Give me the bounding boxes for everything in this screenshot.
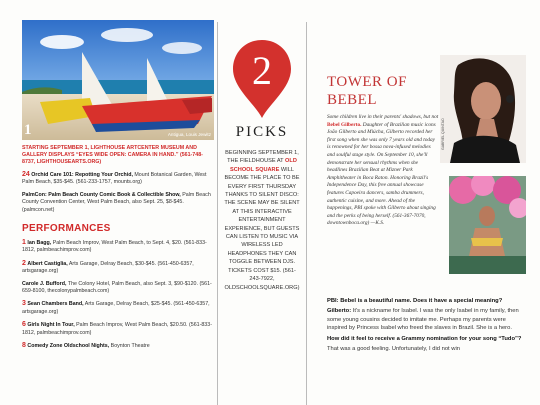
performance-date: 2 <box>22 259 26 267</box>
listing-title: PalmCon: Palm Beach County Comic Book & Collectible Show, <box>22 191 181 198</box>
pin-number: 2 <box>252 48 272 93</box>
intro-highlight: Bebel Gilberto. <box>327 121 362 128</box>
featured-story <box>222 149 302 292</box>
photo-caption: STARTING SEPTEMBER 1, LIGHTHOUSE ARTCENTER MUSEUM AND GALLERY DISPLAYS “EYES WIDE OPEN: CAMERA IN HAND.” (561-748-8737, LIGHTHOUSEARTS.ORG) <box>22 145 203 165</box>
performance-item <box>22 300 214 316</box>
qa-question <box>327 297 526 305</box>
carnival-photo <box>449 176 526 274</box>
answer-label: Gilberto: <box>327 308 352 315</box>
listing-details: Palm Beach County Convention Center, West Palm Beach, also Sept. 25, $8-$45. (palmcon.net) <box>22 191 211 213</box>
performance-item <box>22 260 214 276</box>
story-text: WILL BECOME THE PLACE TO BE EVERY FIRST THURSDAY THANKS TO SILENT DISCO: THE SCENE MAY BE SILENT AT THIS INTERACTIVE ENTERTAINMENT EXPERIENCE, BUT GUESTS CAN LISTEN TO MUSIC VIA WIRELESS LED HEADPHONES THEY CAN TOGGLE BETWEEN DJS. TICKETS COST $15. (561-243-7922, OLDSCHOOLSQUARE.ORG) <box>224 166 300 291</box>
qa-answer <box>327 307 526 332</box>
performance-date: 8 <box>22 342 26 350</box>
question-text: PBI: Bebel is a beautiful name. Does it have a special meaning? <box>327 298 503 304</box>
performance-title: Albert Castiglia, <box>27 260 68 267</box>
listing-item <box>22 192 214 214</box>
map-pin-icon <box>231 38 293 120</box>
middle-column <box>222 20 302 405</box>
listing-item <box>22 171 214 187</box>
qa-question <box>327 335 526 343</box>
listing-details: Mount Botanical Garden, West Palm Beach, $35-$45. (561-233-1757, mounts.org) <box>22 172 207 186</box>
singer-portrait <box>440 55 526 163</box>
answer-text: That was a good feeling. Unfortunately, I did not win <box>327 346 460 353</box>
photo-credit: Antigua, Louis Jewitz <box>167 132 211 137</box>
performance-details: The Colony Hotel, Palm Beach, also Sept. 3, $90-$120. (561-659-8100, thecolonypalmbeach.com) <box>22 280 212 295</box>
performance-title: Girls Night In Tour, <box>27 322 75 329</box>
performance-details: Arts Garage, Delray Beach, $25-$45. (561-450-6357, artsgarage.org) <box>22 301 210 315</box>
answer-text: It's a nickname for Isabel. I was the only Isabel in my family, then some young cousins decided to imitate me. Perhaps my parents were inspired by Princess Isabel who freed the slaves in Brazil. She is a hero. <box>327 308 519 332</box>
right-column <box>312 52 526 405</box>
performance-title: Comedy Zone Oldschool Nights, <box>27 343 110 350</box>
listing-date: 24 <box>22 171 30 178</box>
story-text: BEGINNING SEPTEMBER 1, THE FIELDHOUSE AT <box>225 150 299 165</box>
story-highlight: OLD SCHOOL SQUARE <box>230 158 297 173</box>
article-intro <box>327 114 439 228</box>
boats-illustration <box>22 20 214 140</box>
article-kicker: TOWER OF <box>327 74 407 90</box>
intro-text: Daughter of Brazilian music icons João Gilberto and Miúcha, Gilberto recorded her first song when she was only 7 years old and today is renowned for her bossa nova-infused melodies and soulful stage style. On September 10, she'll demonstrate her sensual rhythms when she headlines Brazilian Beat at Mizner Park Amphitheater in Boca Raton. Honoring Brazil's Independence Day, this free annual showcase features Capoeira dancers, samba drummers, authentic cuisine, and more. Ahead of the happenings, PBI spoke with Gilberto about singing and the perks of being herself. (561-367-7070, downtownboca.org) —K.S. <box>327 121 436 227</box>
performance-date: 3 <box>22 300 26 308</box>
boats-photo <box>22 20 214 140</box>
left-column <box>22 20 214 405</box>
column-divider <box>306 22 307 405</box>
question-text: How did it feel to receive a Grammy nomination for your song “Tudo”? <box>327 335 522 342</box>
listing-title: Orchid Care 101: Repotting Your Orchid, <box>31 172 133 178</box>
intro-text: Some children live in their parents' shadows, but not <box>327 114 439 120</box>
performance-details: Boynton Theatre <box>109 343 150 350</box>
photo-number: 1 <box>24 122 32 138</box>
photo-credit: GABRIEL QUINTAO <box>441 118 445 150</box>
column-divider <box>217 22 218 405</box>
article-headline: BEBEL <box>327 92 377 108</box>
performance-title: Ian Bagg, <box>27 240 52 247</box>
performance-details: Arts Garage, Delray Beach, $30-$45. (561-450-6357, artsgarage.org) <box>22 260 194 275</box>
portrait-illustration <box>440 55 526 163</box>
performance-item <box>22 321 214 337</box>
performance-date: 1 <box>22 239 26 247</box>
section-title: PICKS <box>235 124 289 140</box>
performance-item <box>22 281 214 296</box>
interview-qa <box>327 297 526 355</box>
performance-title: Carole J. Bufford, <box>22 280 67 287</box>
qa-answer <box>327 345 526 353</box>
performance-details: Palm Beach Improv, West Palm Beach, to Sept. 4, $20. (561-833-1812, palmbeachimprov.com) <box>22 240 207 254</box>
performances-heading: PERFORMANCES <box>22 223 111 235</box>
performance-title: Sean Chambers Band, <box>27 301 84 308</box>
performance-date: 6 <box>22 321 26 329</box>
performance-details: Palm Beach Improv, West Palm Beach, $20.50. (561-833-1812, palmbeachimprov.com) <box>22 322 212 336</box>
carnival-illustration <box>449 176 526 274</box>
performance-item <box>22 239 214 255</box>
performance-item <box>22 342 214 350</box>
